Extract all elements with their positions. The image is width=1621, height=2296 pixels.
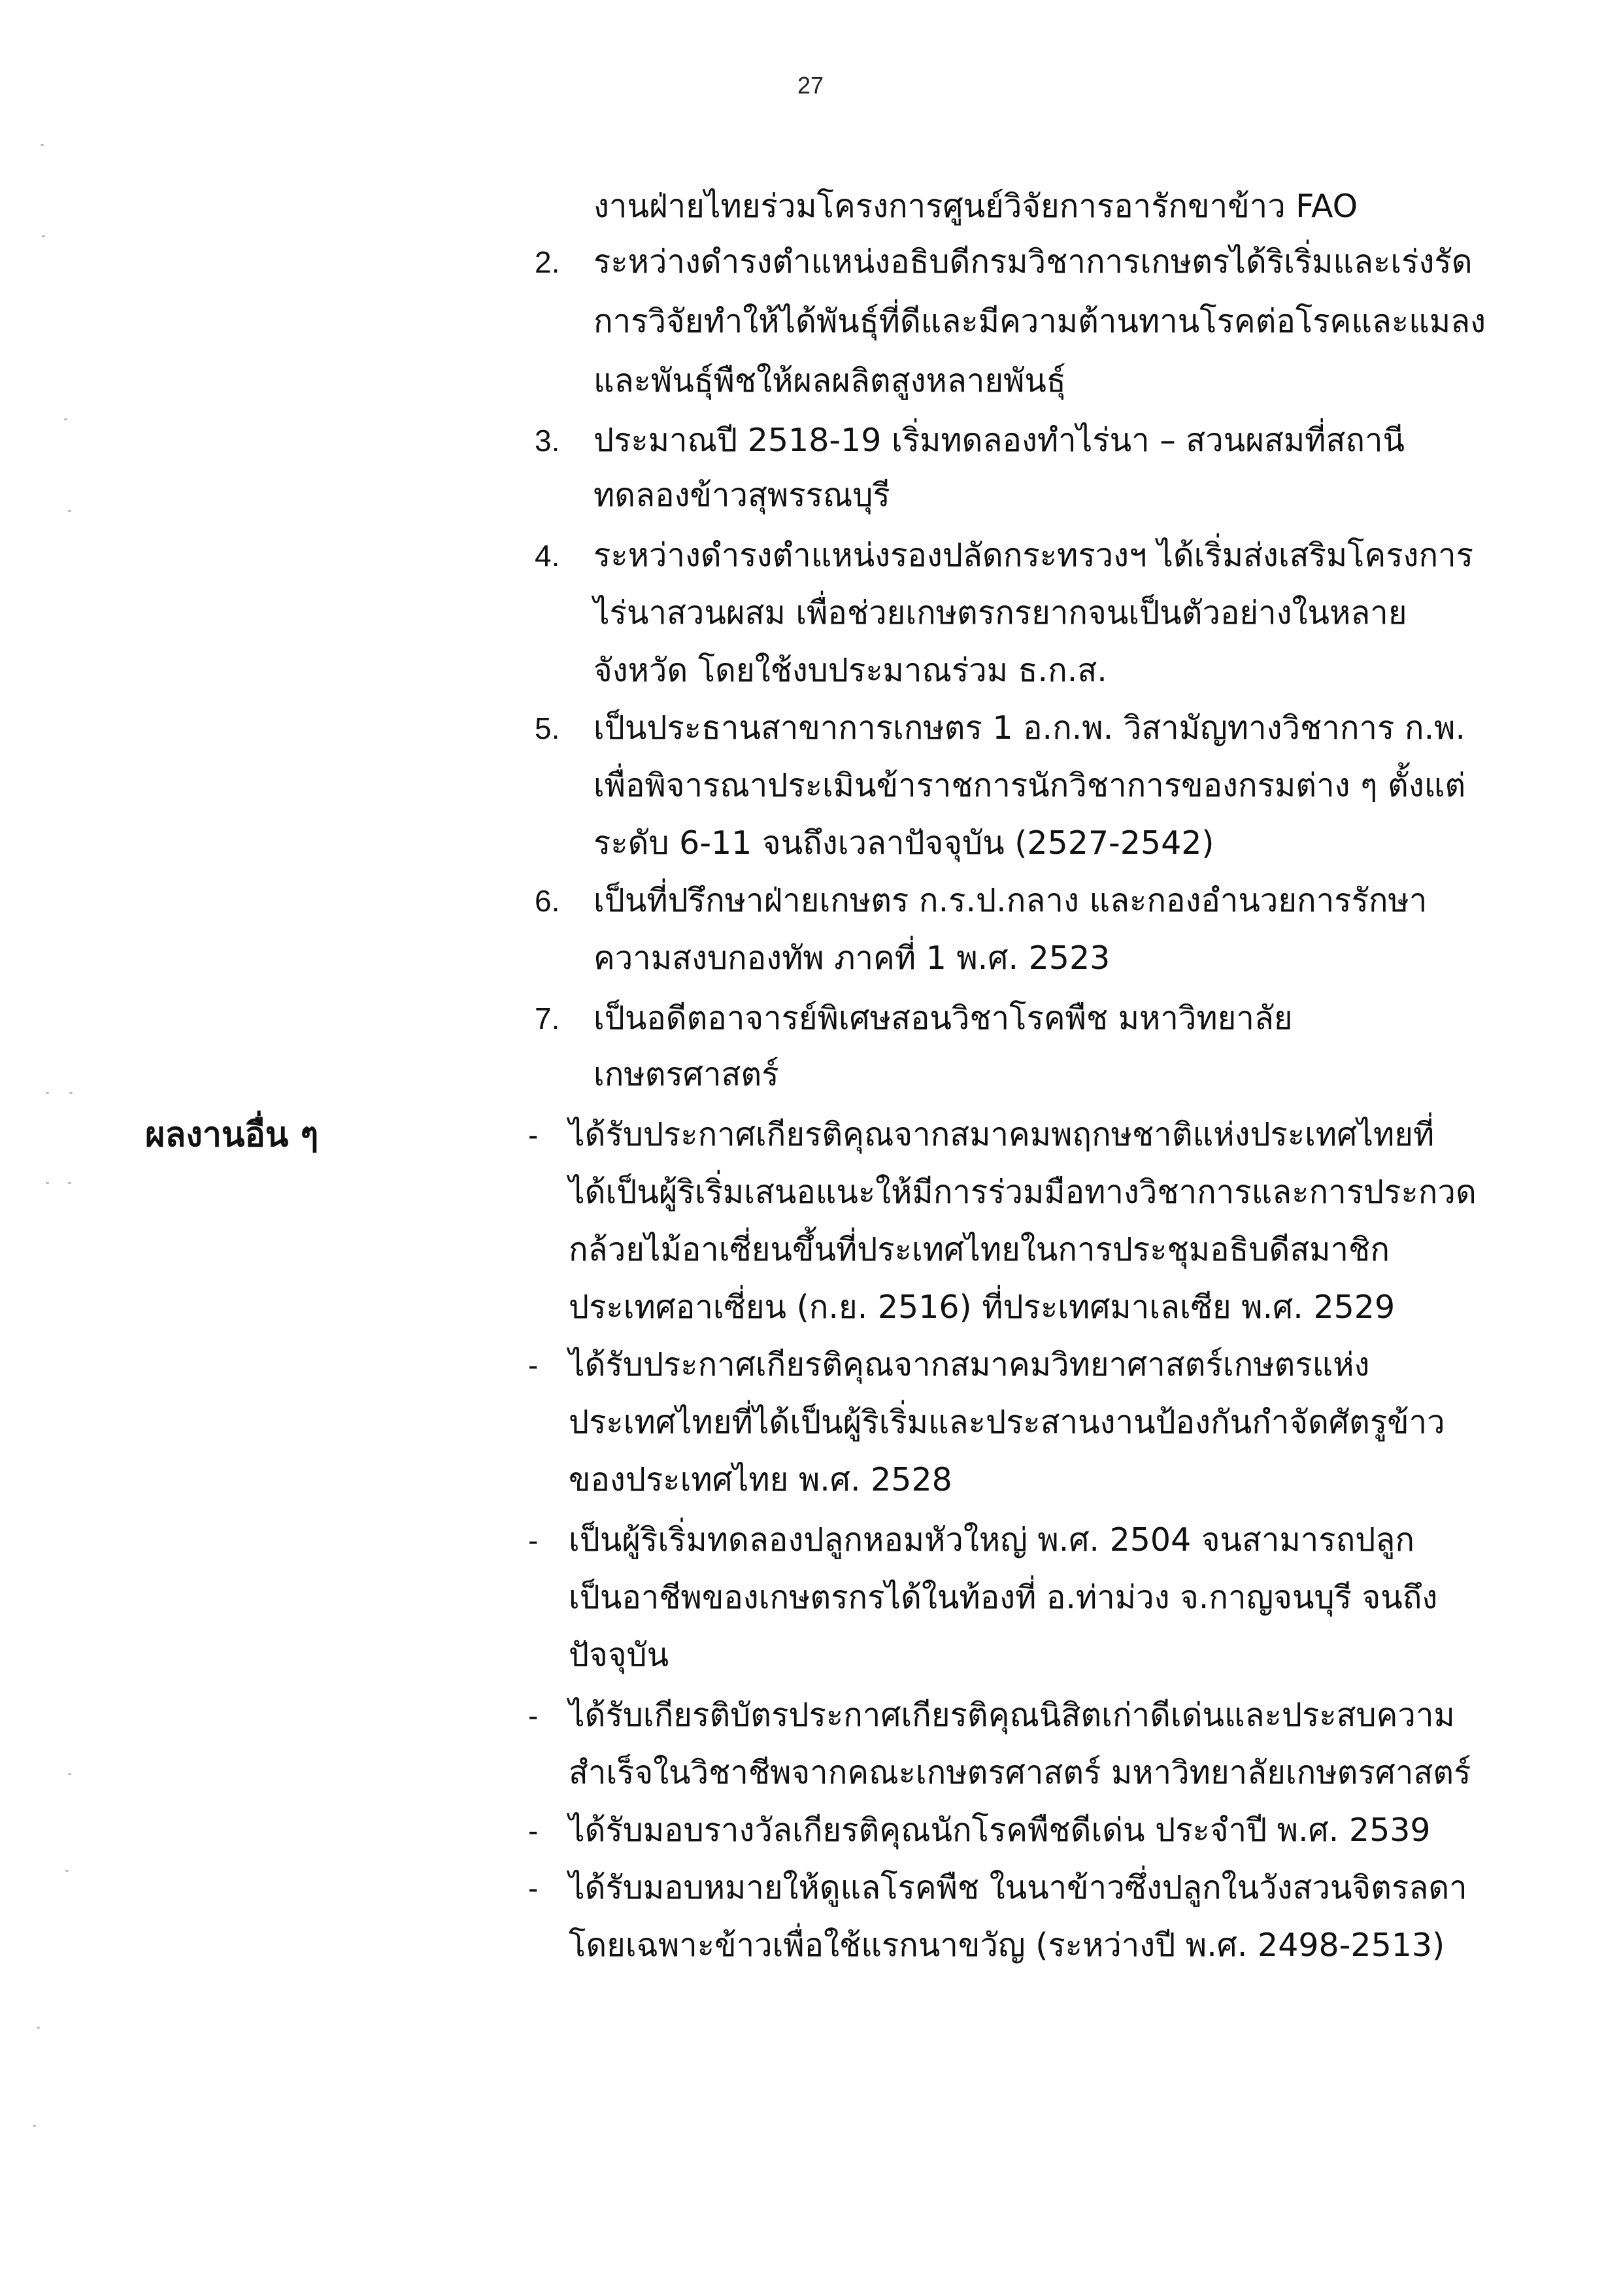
bullet-line: ประเทศไทยที่ได้เป็นผู้ริเริ่มและประสานงานป้องกันกำจัดศัตรูข้าว [569,1404,1445,1441]
bullet-line: ได้รับมอบรางวัลเกียรติคุณนักโรคพืชดีเด่น ประจำปี พ.ศ. 2539 [569,1812,1431,1849]
item-line: เกษตรศาสตร์ [593,1056,779,1093]
bullet-line: ได้รับมอบหมายให้ดูแลโรคพืช ในนาข้าวซึ่งปลูกในวังสวนจิตรลดา [569,1869,1467,1906]
item-number: 5. [535,711,560,745]
scan-speck [41,144,44,146]
page-number: 27 [797,72,824,99]
item-number: 2. [535,245,560,279]
bullet-line: ประเทศอาเซี่ยน (ก.ย. 2516) ที่ประเทศมาเลเซีย พ.ศ. 2529 [569,1289,1395,1326]
bullet-line: เป็นผู้ริเริ่มทดลองปลูกหอมหัวใหญ่ พ.ศ. 2504 จนสามารถปลูก [569,1521,1415,1559]
scan-speck [68,1182,71,1184]
bullet-dash: - [528,1814,539,1848]
scan-speck [46,1182,49,1184]
scan-speck [46,1092,49,1094]
scan-speck [68,510,71,512]
bullet-line: ได้รับเกียรติบัตรประกาศเกียรติคุณนิสิตเก่าดีเด่นและประสบความ [569,1697,1455,1734]
item-line: ทดลองข้าวสุพรรณบุรี [593,477,890,514]
bullet-line: ของประเทศไทย พ.ศ. 2528 [569,1461,952,1498]
bullet-dash: - [528,1348,539,1382]
item-line: เป็นประธานสาขาการเกษตร 1 อ.ก.พ. วิสามัญทางวิชาการ ก.พ. [593,709,1466,747]
scan-speck [64,418,67,420]
bullet-line: กล้วยไม้อาเซี่ยนขึ้นที่ประเทศไทยในการประชุมอธิบดีสมาชิก [569,1231,1390,1268]
item-line: ไร่นาสวนผสม เพื่อช่วยเกษตรกรยากจนเป็นตัวอย่างในหลาย [593,594,1407,632]
item-line: ระหว่างดำรงตำแหน่งอธิบดีกรมวิชาการเกษตรได้ริเริ่มและเร่งรัด [593,243,1473,280]
item-line: ระหว่างดำรงตำแหน่งรองปลัดกระทรวงฯ ได้เริ่มส่งเสริมโครงการ [593,537,1473,574]
bullet-dash: - [528,1871,539,1905]
bullet-line: โดยเฉพาะข้าวเพื่อใช้แรกนาขวัญ (ระหว่างปี พ.ศ. 2498-2513) [569,1927,1445,1964]
scan-speck [65,1870,69,1872]
bullet-dash: - [528,1118,539,1152]
item-line: จังหวัด โดยใช้งบประมาณร่วม ธ.ก.ส. [593,652,1107,689]
item-number: 7. [535,1002,560,1036]
bullet-line: เป็นอาชีพของเกษตรกรได้ในท้องที่ อ.ท่าม่วง จ.กาญจนบุรี จนถึง [569,1579,1438,1616]
item-number: 6. [535,884,560,918]
section-heading: ผลงานอื่น ๆ [145,1115,319,1155]
bullet-line: สำเร็จในวิชาชีพจากคณะเกษตรศาสตร์ มหาวิทยาลัยเกษตรศาสตร์ [569,1754,1471,1791]
item-line: ประมาณปี 2518-19 เริ่มทดลองทำไร่นา – สวนผสมที่สถานี [593,422,1405,459]
scan-speck [42,235,45,237]
bullet-line: ได้รับประกาศเกียรติคุณจากสมาคมพฤกษชาติแห่งประเทศไทยที่ [569,1116,1435,1153]
item-number: 3. [535,424,560,458]
item-line: การวิจัยทำให้ได้พันธุ์ที่ดีและมีความต้านทานโรคต่อโรคและแมลง [593,303,1486,340]
item-line: ระดับ 6-11 จนถึงเวลาปัจจุบัน (2527-2542) [593,824,1214,862]
item-line: เพื่อพิจารณาประเมินข้าราชการนักวิชาการของกรมต่าง ๆ ตั้งแต่ [593,767,1466,804]
bullet-line: ได้รับประกาศเกียรติคุณจากสมาคมวิทยาศาสตร์เกษตรแห่ง [569,1346,1370,1383]
scan-speck [68,1773,71,1775]
bullet-line: ได้เป็นผู้ริเริ่มเสนอแนะให้มีการร่วมมือทางวิชาการและการประกวด [569,1173,1477,1211]
item-number: 4. [535,539,560,573]
item-line: ความสงบกองทัพ ภาคที่ 1 พ.ศ. 2523 [593,939,1111,977]
scan-speck [37,2027,40,2029]
scan-speck [33,2125,36,2127]
bullet-dash: - [528,1698,539,1732]
item-line: และพันธุ์พืชให้ผลผลิตสูงหลายพันธุ์ [593,362,1066,399]
scan-speck [69,1092,73,1094]
bullet-dash: - [528,1523,539,1557]
item-line: เป็นอดีตอาจารย์พิเศษสอนวิชาโรคพืช มหาวิทยาลัย [593,1000,1293,1037]
item-line: เป็นที่ปรึกษาฝ่ายเกษตร ก.ร.ป.กลาง และกองอำนวยการรักษา [593,882,1428,919]
bullet-line: ปัจจุบัน [569,1636,669,1674]
continuation-line: งานฝ่ายไทยร่วมโครงการศูนย์วิจัยการอารักขาข้าว FAO [593,188,1358,225]
